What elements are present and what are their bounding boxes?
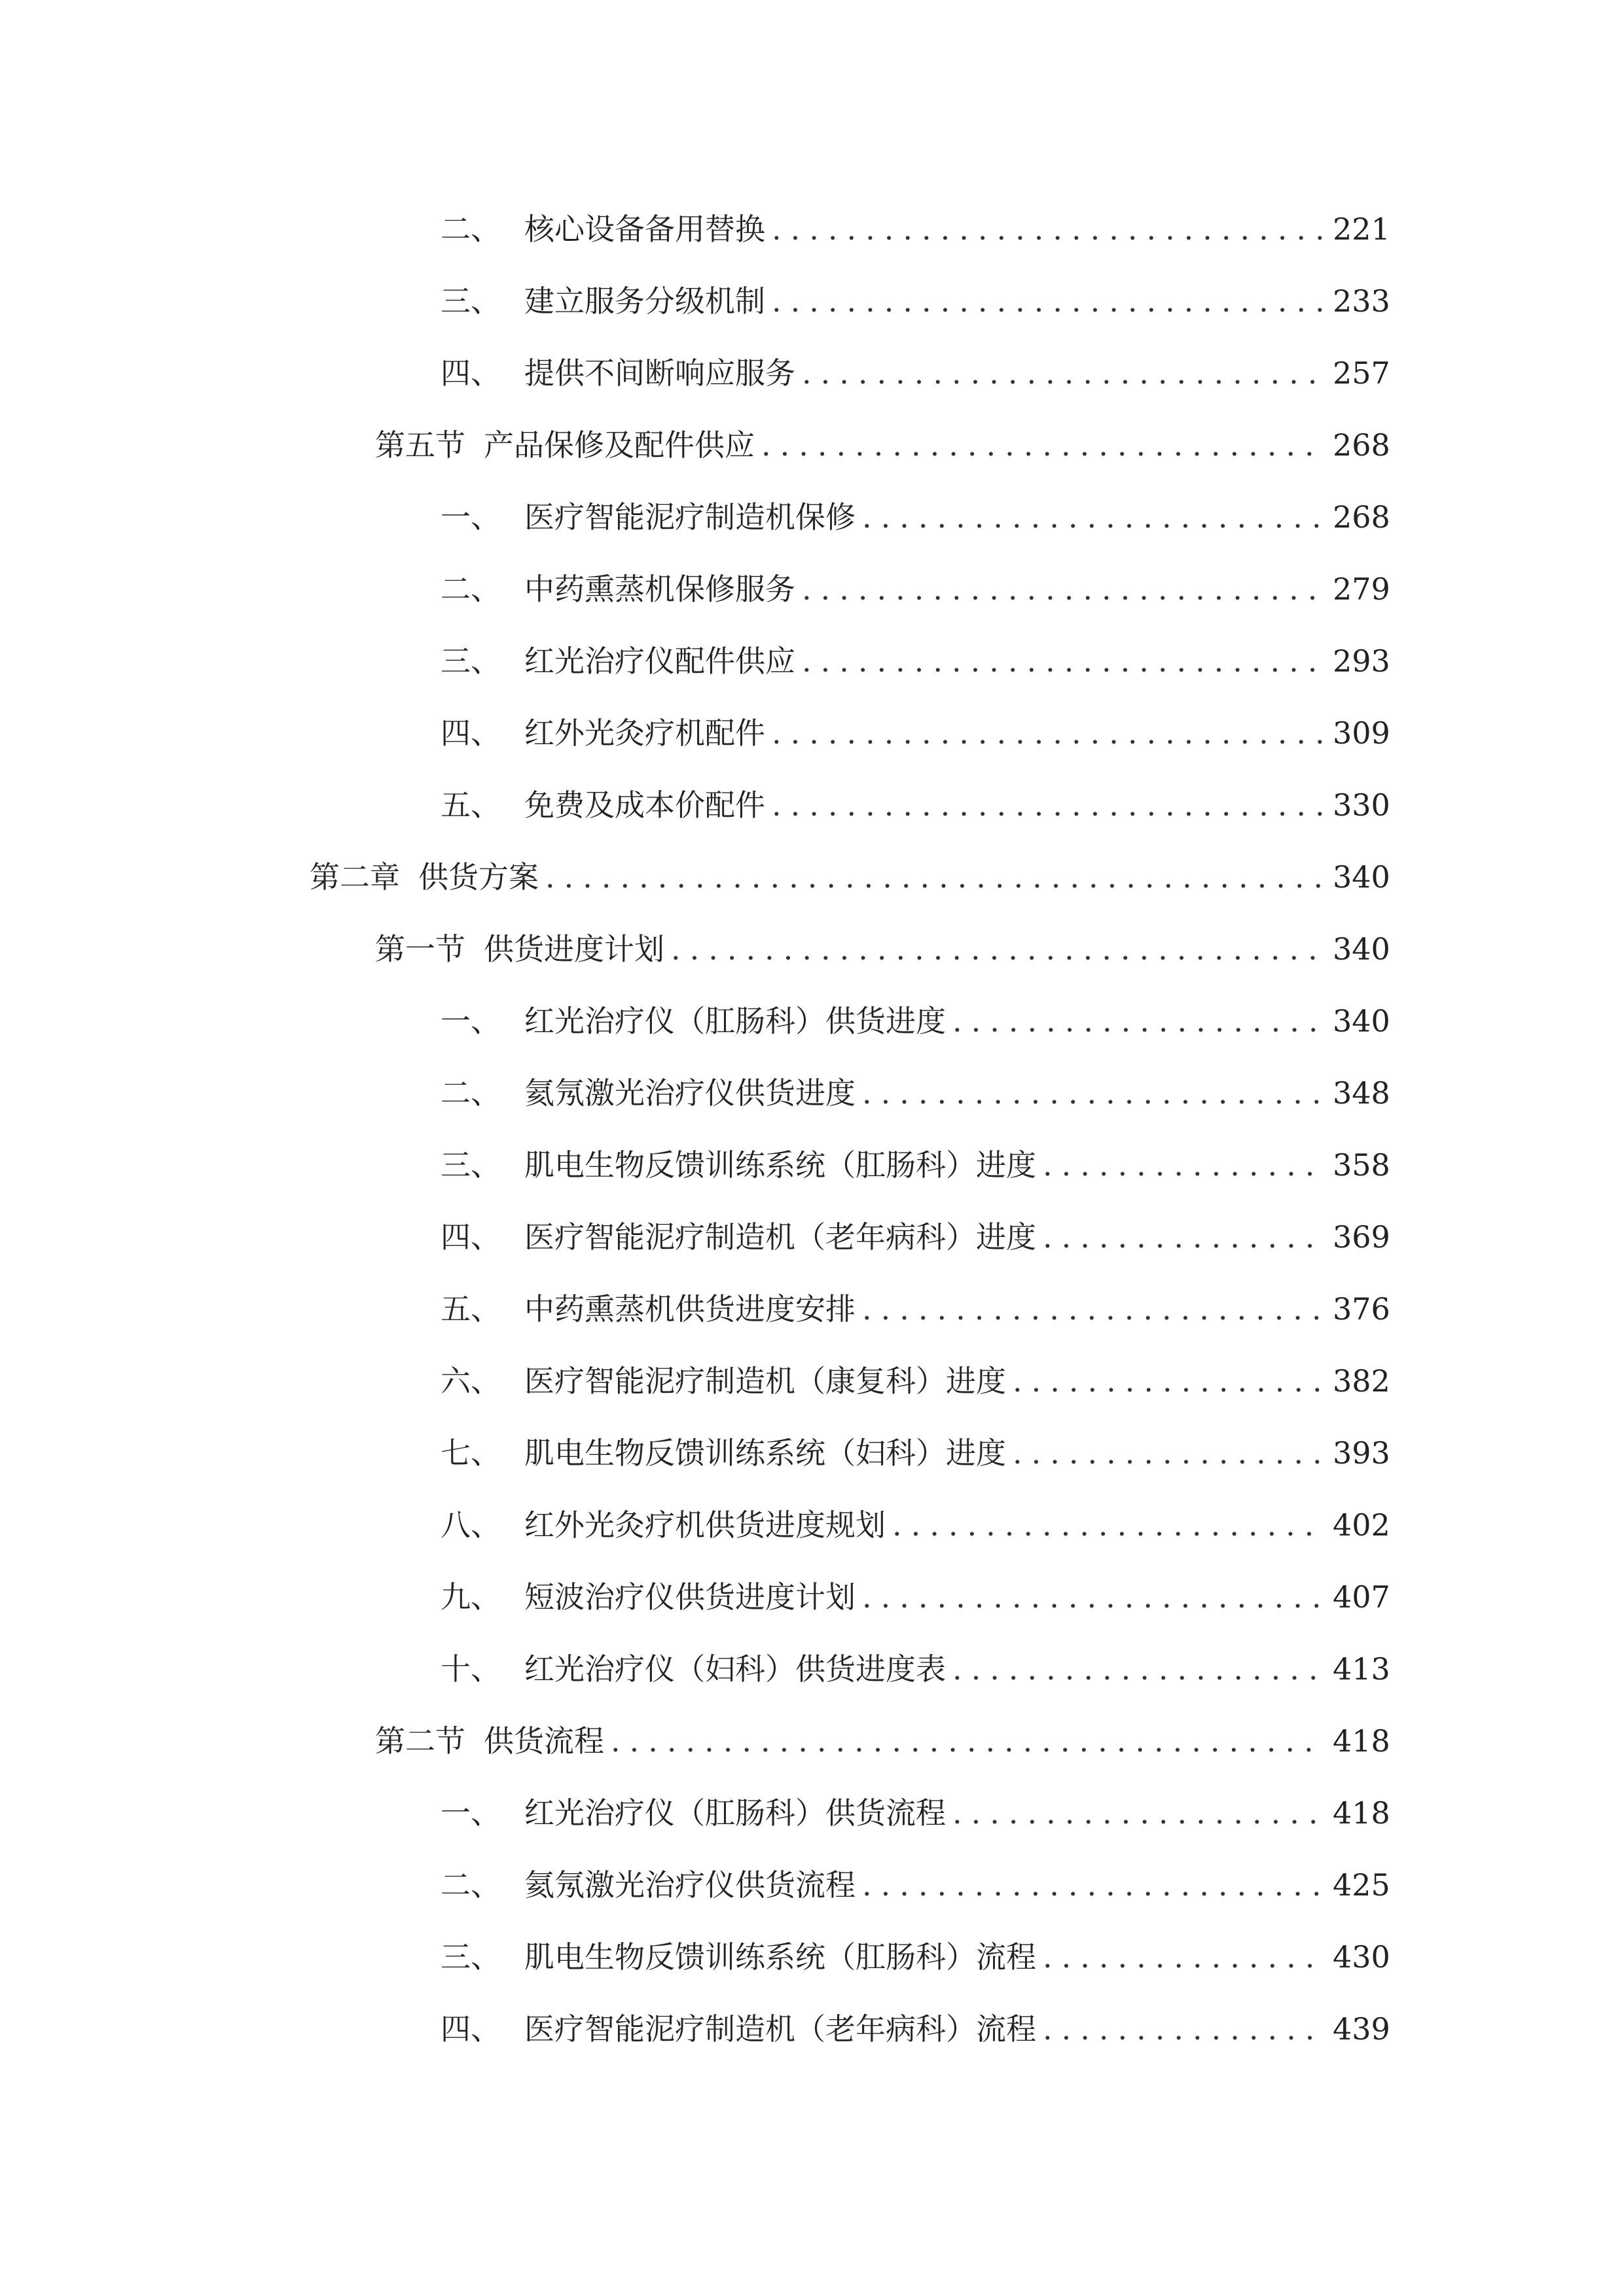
entry-title: 提供不间断响应服务 <box>524 355 795 391</box>
dot-leader <box>1013 1355 1324 1407</box>
toc-entry[interactable] <box>441 1643 1390 1695</box>
entry-page-number: 358 <box>1333 1147 1390 1183</box>
entry-page-number: 402 <box>1333 1507 1390 1543</box>
dot-leader <box>611 1715 1324 1767</box>
entry-page-number: 418 <box>1333 1723 1390 1759</box>
dot-leader <box>772 779 1324 831</box>
entry-title: 肌电生物反馈训练系统（肛肠科）进度 <box>524 1147 1036 1183</box>
entry-page-number: 413 <box>1333 1651 1390 1687</box>
entry-page-number: 340 <box>1333 1003 1390 1039</box>
entry-title: 短波治疗仪供货进度计划 <box>524 1579 856 1615</box>
entry-number: 一、 <box>441 1003 501 1039</box>
dot-leader <box>892 1499 1324 1551</box>
entry-title: 中药熏蒸机保修服务 <box>524 571 795 607</box>
entry-title: 红光治疗仪（肛肠科）供货流程 <box>524 1795 946 1831</box>
entry-number: 一、 <box>441 1795 501 1831</box>
entry-title: 免费及成本价配件 <box>524 787 765 823</box>
toc-entry[interactable] <box>441 779 1390 831</box>
entry-title: 红外光灸疗机配件 <box>524 715 765 751</box>
entry-title: 氦氖激光治疗仪供货流程 <box>524 1867 856 1903</box>
entry-title: 建立服务分级机制 <box>524 283 765 319</box>
entry-title: 核心设备备用替换 <box>524 211 765 247</box>
entry-title: 红外光灸疗机供货进度规划 <box>524 1507 886 1543</box>
dot-leader <box>772 203 1324 255</box>
entry-page-number: 369 <box>1333 1219 1390 1255</box>
entry-number: 三、 <box>441 1147 501 1183</box>
entry-number: 五、 <box>441 787 501 823</box>
entry-page-number: 430 <box>1333 1939 1390 1975</box>
entry-page-number: 340 <box>1333 859 1390 895</box>
toc-entry[interactable] <box>441 1859 1390 1911</box>
dot-leader <box>862 1859 1324 1911</box>
dot-leader <box>952 995 1324 1047</box>
entry-number: 十、 <box>441 1651 501 1687</box>
entry-number: 四、 <box>441 1219 501 1255</box>
entry-title: 红光治疗仪（妇科）供货进度表 <box>524 1651 946 1687</box>
entry-title: 中药熏蒸机供货进度安排 <box>524 1291 856 1327</box>
dot-leader <box>1043 2003 1324 2055</box>
dot-leader <box>802 563 1324 615</box>
entry-title: 氦氖激光治疗仪供货进度 <box>524 1075 856 1111</box>
entry-page-number: 257 <box>1333 355 1390 391</box>
entry-title: 医疗智能泥疗制造机（老年病科）进度 <box>524 1219 1036 1255</box>
entry-title: 肌电生物反馈训练系统（肛肠科）流程 <box>524 1939 1036 1975</box>
entry-title: 供货进度计划 <box>484 931 664 967</box>
entry-title: 产品保修及配件供应 <box>484 427 755 463</box>
dot-leader <box>862 1283 1324 1335</box>
toc-chapter-entry[interactable] <box>310 851 1390 903</box>
entry-number: 五、 <box>441 1291 501 1327</box>
toc-entry[interactable] <box>441 275 1390 327</box>
entry-number: 二、 <box>441 1867 501 1903</box>
dot-leader <box>802 635 1324 687</box>
dot-leader <box>862 1571 1324 1623</box>
toc-entry[interactable] <box>441 1355 1390 1407</box>
dot-leader <box>1013 1427 1324 1479</box>
entry-title: 医疗智能泥疗制造机保修 <box>524 499 856 535</box>
entry-title: 供货方案 <box>418 859 539 895</box>
dot-leader <box>671 923 1324 975</box>
entry-title: 医疗智能泥疗制造机（康复科）进度 <box>524 1363 1006 1399</box>
toc-entry[interactable] <box>441 1427 1390 1479</box>
toc-entry[interactable] <box>441 635 1390 687</box>
toc-entry[interactable] <box>441 1787 1390 1839</box>
entry-page-number: 382 <box>1333 1363 1390 1399</box>
toc-entry[interactable] <box>441 1211 1390 1263</box>
dot-leader <box>761 419 1324 471</box>
dot-leader <box>545 851 1324 903</box>
entry-page-number: 279 <box>1333 571 1390 607</box>
entry-number: 三、 <box>441 1939 501 1975</box>
entry-number: 二、 <box>441 1075 501 1111</box>
toc-entry[interactable] <box>441 995 1390 1047</box>
entry-page-number: 293 <box>1333 643 1390 679</box>
entry-number: 四、 <box>441 715 501 751</box>
entry-number: 六、 <box>441 1363 501 1399</box>
entry-page-number: 309 <box>1333 715 1390 751</box>
entry-page-number: 221 <box>1333 211 1390 247</box>
entry-number: 四、 <box>441 2011 501 2047</box>
toc-entry[interactable] <box>441 1499 1390 1551</box>
chapter-label: 第二章 <box>310 859 400 895</box>
entry-page-number: 268 <box>1333 499 1390 535</box>
toc-entry[interactable] <box>441 491 1390 543</box>
toc-entry[interactable] <box>441 707 1390 759</box>
toc-entry[interactable] <box>441 1067 1390 1119</box>
entry-page-number: 425 <box>1333 1867 1390 1903</box>
toc-entry[interactable] <box>441 1283 1390 1335</box>
toc-section-entry[interactable] <box>375 419 1390 471</box>
dot-leader <box>802 347 1324 399</box>
toc-entry[interactable] <box>441 1139 1390 1191</box>
entry-page-number: 376 <box>1333 1291 1390 1327</box>
toc-entry[interactable] <box>441 347 1390 399</box>
entry-page-number: 268 <box>1333 427 1390 463</box>
section-label: 第一节 <box>375 931 465 967</box>
entry-number: 一、 <box>441 499 501 535</box>
entry-title: 供货流程 <box>484 1723 604 1759</box>
dot-leader <box>1043 1139 1324 1191</box>
entry-number: 八、 <box>441 1507 501 1543</box>
entry-page-number: 330 <box>1333 787 1390 823</box>
entry-title: 肌电生物反馈训练系统（妇科）进度 <box>524 1435 1006 1471</box>
toc-entry[interactable] <box>441 203 1390 255</box>
entry-number: 四、 <box>441 355 501 391</box>
toc-entry[interactable] <box>441 2003 1390 2055</box>
dot-leader <box>1043 1931 1324 1983</box>
toc-section-entry[interactable] <box>375 1715 1390 1767</box>
dot-leader <box>952 1787 1324 1839</box>
toc-section-entry[interactable] <box>375 923 1390 975</box>
entry-title: 红光治疗仪（肛肠科）供货进度 <box>524 1003 946 1039</box>
dot-leader <box>772 707 1324 759</box>
toc-entry[interactable] <box>441 1931 1390 1983</box>
dot-leader <box>862 1067 1324 1119</box>
entry-page-number: 348 <box>1333 1075 1390 1111</box>
entry-page-number: 418 <box>1333 1795 1390 1831</box>
entry-page-number: 393 <box>1333 1435 1390 1471</box>
entry-number: 二、 <box>441 211 501 247</box>
toc-entry[interactable] <box>441 563 1390 615</box>
entry-page-number: 439 <box>1333 2011 1390 2047</box>
dot-leader <box>862 491 1324 543</box>
entry-number: 三、 <box>441 283 501 319</box>
toc-entry[interactable] <box>441 1571 1390 1623</box>
entry-number: 九、 <box>441 1579 501 1615</box>
dot-leader <box>1043 1211 1324 1263</box>
section-label: 第五节 <box>375 427 465 463</box>
entry-page-number: 407 <box>1333 1579 1390 1615</box>
entry-number: 二、 <box>441 571 501 607</box>
dot-leader <box>772 275 1324 327</box>
dot-leader <box>952 1643 1324 1695</box>
entry-title: 医疗智能泥疗制造机（老年病科）流程 <box>524 2011 1036 2047</box>
entry-page-number: 233 <box>1333 283 1390 319</box>
entry-title: 红光治疗仪配件供应 <box>524 643 795 679</box>
entry-number: 七、 <box>441 1435 501 1471</box>
section-label: 第二节 <box>375 1723 465 1759</box>
entry-page-number: 340 <box>1333 931 1390 967</box>
entry-number: 三、 <box>441 643 501 679</box>
